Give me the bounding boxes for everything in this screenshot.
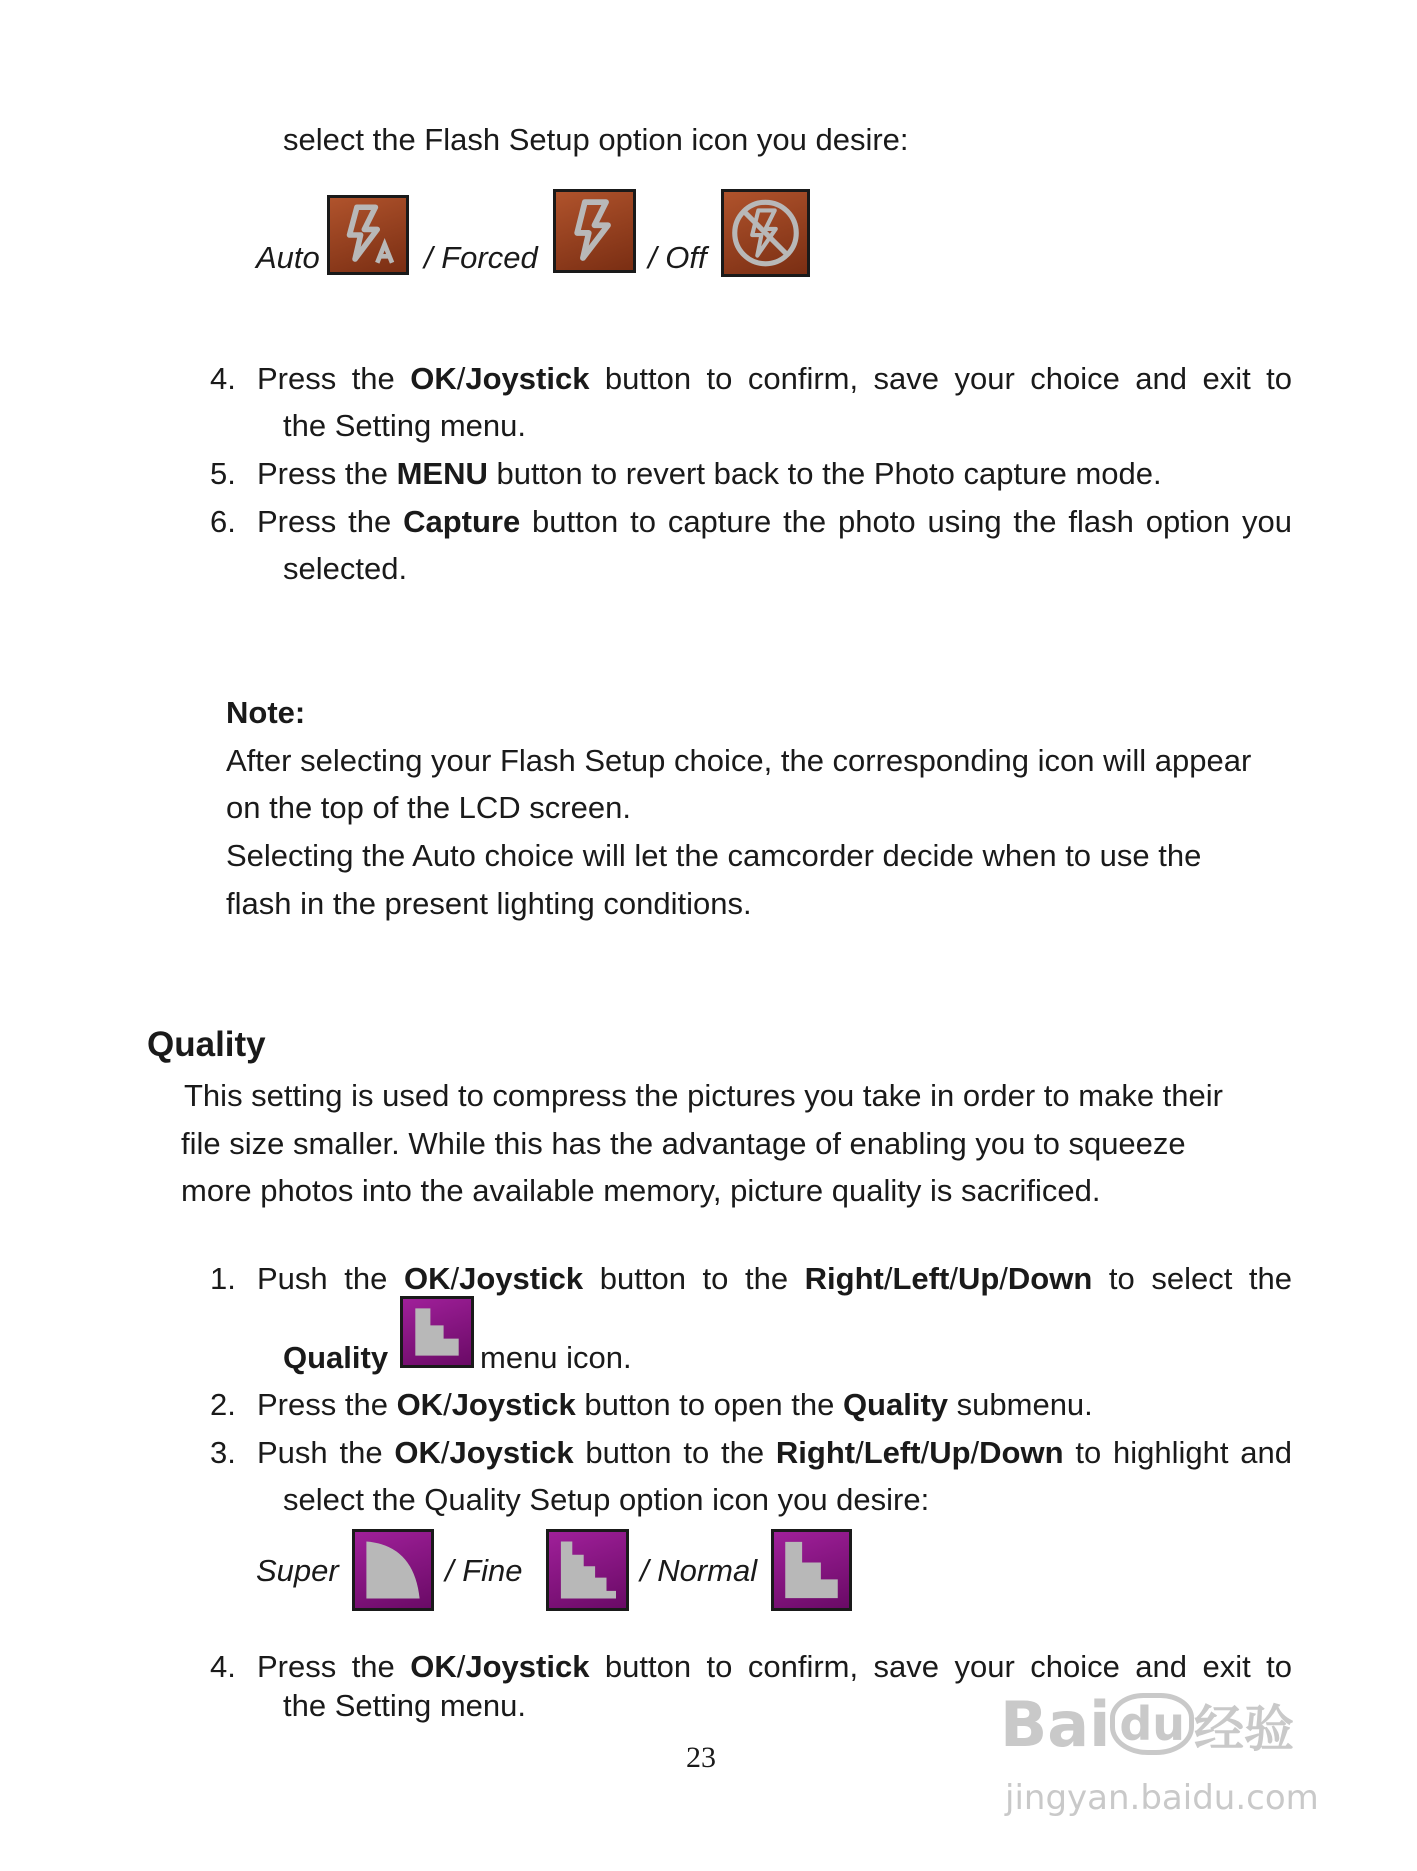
quality-option-normal-label: / Normal xyxy=(640,1553,758,1588)
flash-step-5-text: Press the MENU button to revert back to the Photo capture mode. xyxy=(257,456,1162,491)
note-line-1: After selecting your Flash Setup choice, the corresponding icon will appear xyxy=(226,743,1252,778)
quality-step-1-number: 1. xyxy=(210,1261,236,1296)
flash-intro-line: select the Flash Setup option icon you desire: xyxy=(283,122,909,157)
flash-step-6-number: 6. xyxy=(210,504,236,539)
quality-super-icon xyxy=(352,1529,434,1611)
flash-forced-icon xyxy=(553,189,636,273)
quality-step-3-number: 3. xyxy=(210,1435,236,1470)
flash-step-4-continuation: the Setting menu. xyxy=(283,408,526,443)
flash-step-4-number: 4. xyxy=(210,361,236,396)
quality-step-1-continuation-bold: Quality xyxy=(283,1340,389,1375)
quality-heading: Quality xyxy=(147,1025,266,1064)
flash-step-4-text: Press the OK/Joystick button to confirm, save your choice and exit to xyxy=(257,361,1293,396)
flash-option-forced-label: / Forced xyxy=(424,240,538,275)
baidu-watermark-logo xyxy=(1000,1690,1294,1764)
watermark-brand-paw: du xyxy=(1110,1693,1194,1755)
quality-description-line-3: more photos into the available memory, picture quality is sacrificed. xyxy=(181,1173,1101,1208)
quality-step-3-continuation: select the Quality Setup option icon you desire: xyxy=(283,1482,930,1517)
note-title: Note: xyxy=(226,695,306,730)
flash-option-off-label: / Off xyxy=(648,240,707,275)
page-number: 23 xyxy=(686,1741,716,1774)
quality-step-1-text: Push the OK/Joystick button to the Right/Left/Up/Down to select the xyxy=(257,1261,1292,1296)
quality-option-fine-label: / Fine xyxy=(445,1553,523,1588)
quality-normal-icon xyxy=(771,1529,852,1611)
flash-option-auto-label: Auto xyxy=(256,240,320,275)
quality-step-2-text: Press the OK/Joystick button to open the Quality submenu. xyxy=(257,1387,1093,1422)
note-line-2: on the top of the LCD screen. xyxy=(226,790,631,825)
watermark-brand-cn: 经验 xyxy=(1194,1700,1295,1758)
quality-step-4-continuation: the Setting menu. xyxy=(283,1688,526,1723)
quality-menu-icon xyxy=(400,1296,474,1368)
note-line-4: flash in the present lighting conditions. xyxy=(226,886,752,921)
note-line-3: Selecting the Auto choice will let the camcorder decide when to use the xyxy=(226,838,1202,873)
quality-step-4-text: Press the OK/Joystick button to confirm, save your choice and exit to xyxy=(257,1649,1293,1684)
quality-step-3-text: Push the OK/Joystick button to the Right/Left/Up/Down to highlight and xyxy=(257,1435,1292,1470)
quality-step-4-number: 4. xyxy=(210,1649,236,1684)
flash-step-6-continuation: selected. xyxy=(283,551,408,586)
quality-step-1-continuation: menu icon. xyxy=(480,1340,632,1375)
flash-step-5-number: 5. xyxy=(210,456,236,491)
quality-description-line-1: This setting is used to compress the pictures you take in order to make their xyxy=(184,1078,1223,1113)
flash-off-icon xyxy=(721,189,810,277)
quality-fine-icon xyxy=(546,1529,629,1611)
flash-step-6-text: Press the Capture button to capture the photo using the flash option you xyxy=(257,504,1293,539)
quality-description-line-2: file size smaller. While this has the advantage of enabling you to squeeze xyxy=(181,1126,1186,1161)
flash-auto-icon xyxy=(327,195,409,275)
quality-option-super-label: Super xyxy=(256,1553,339,1588)
baidu-watermark-url: jingyan.baidu.com xyxy=(1005,1778,1319,1818)
quality-step-2-number: 2. xyxy=(210,1387,236,1422)
watermark-brand: Bai xyxy=(1000,1688,1111,1761)
